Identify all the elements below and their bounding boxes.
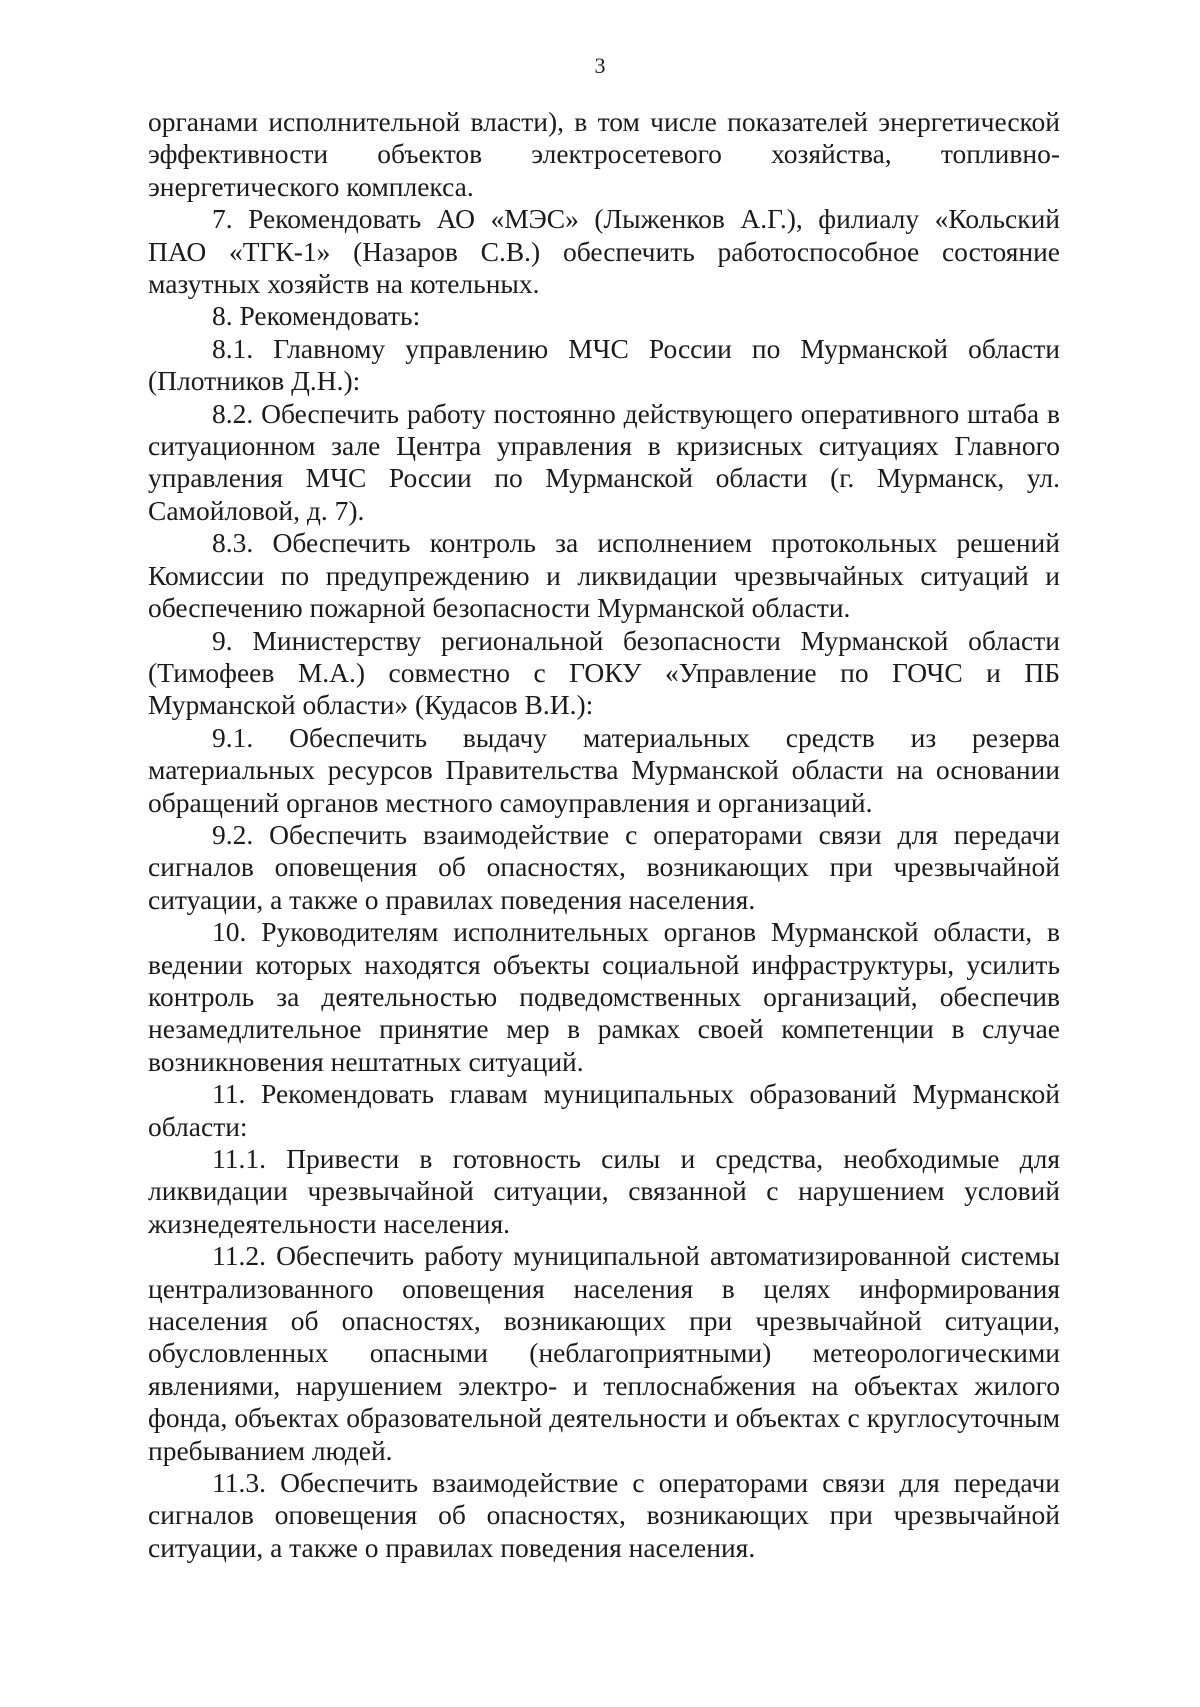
page-number: 3	[594, 53, 606, 78]
paragraph-item-7: 7. Рекомендовать АО «МЭС» (Лыженков А.Г.), филиалу «Кольский ПАО «ТГК-1» (Назаров С.В.) обеспечить работоспособное состояние мазутных хозяйств на котельных.	[148, 203, 1060, 300]
paragraph-item-8-1: 8.1. Главному управлению МЧС России по Мурманской области (Плотников Д.Н.):	[148, 332, 1060, 397]
document-body	[148, 106, 1060, 1564]
paragraph-item-10: 10. Руководителям исполнительных органов Мурманской области, в ведении которых находятся объекты социальной инфраструктуры, усилить контроль за деятельностью подведомственных организаций, обеспечив незамедлительное принятие мер в рамках своей компетенции в случае возникновения нештатных ситуаций.	[148, 916, 1060, 1077]
paragraph-item-8: 8. Рекомендовать:	[212, 300, 421, 332]
paragraph-item-11-3: 11.3. Обеспечить взаимодействие с операторами связи для передачи сигналов оповещения об опасностях, возникающих при чрезвычайной ситуации, а также о правилах поведения населения.	[148, 1467, 1060, 1563]
paragraph-continuation: органами исполнительной власти), в том числе показателей энергетической эффективности объектов электросетевого хозяйства, топливно-энергетического комплекса.	[148, 106, 1060, 202]
paragraph-item-9-2: 9.2. Обеспечить взаимодействие с операторами связи для передачи сигналов оповещения об опасностях, возникающих при чрезвычайной ситуации, а также о правилах поведения населения.	[148, 818, 1060, 915]
paragraph-item-11: 11. Рекомендовать главам муниципальных образований Мурманской области:	[148, 1078, 1060, 1142]
paragraph-item-8-2: 8.2. Обеспечить работу постоянно действующего оперативного штаба в ситуационном зале Центра управления в кризисных ситуациях Главного управления МЧС России по Мурманской области (г. Мурманск, ул. Самойловой, д. 7).	[148, 397, 1060, 526]
paragraph-item-9: 9. Министерству региональной безопасности Мурманской области (Тимофеев М.А.) совместно с ГОКУ «Управление по ГОЧС и ПБ Мурманской области» (Кудасов В.И.):	[148, 624, 1060, 721]
paragraph-item-11-2: 11.2. Обеспечить работу муниципальной автоматизированной системы централизованного оповещения населения в целях информирования населения об опасностях, возникающих при чрезвычайной ситуации, обусловленных опасными (неблагоприятными) метеорологическими явлениями, нарушением электро- и теплоснабжения на объектах жилого фонда, объектах образовательной деятельности и объектах с круглосуточным пребыванием людей.	[148, 1240, 1060, 1466]
paragraph-item-8-3: 8.3. Обеспечить контроль за исполнением протокольных решений Комиссии по предупреждению и ликвидации чрезвычайных ситуаций и обеспечению пожарной безопасности Мурманской области.	[148, 527, 1060, 624]
paragraph-item-11-1: 11.1. Привести в готовность силы и средства, необходимые для ликвидации чрезвычайной ситуации, связанной с нарушением условий жизнедеятельности населения.	[148, 1143, 1060, 1239]
paragraph-item-9-1: 9.1. Обеспечить выдачу материальных средств из резерва материальных ресурсов Правительства Мурманской области на основании обращений органов местного самоуправления и организаций.	[148, 721, 1060, 818]
